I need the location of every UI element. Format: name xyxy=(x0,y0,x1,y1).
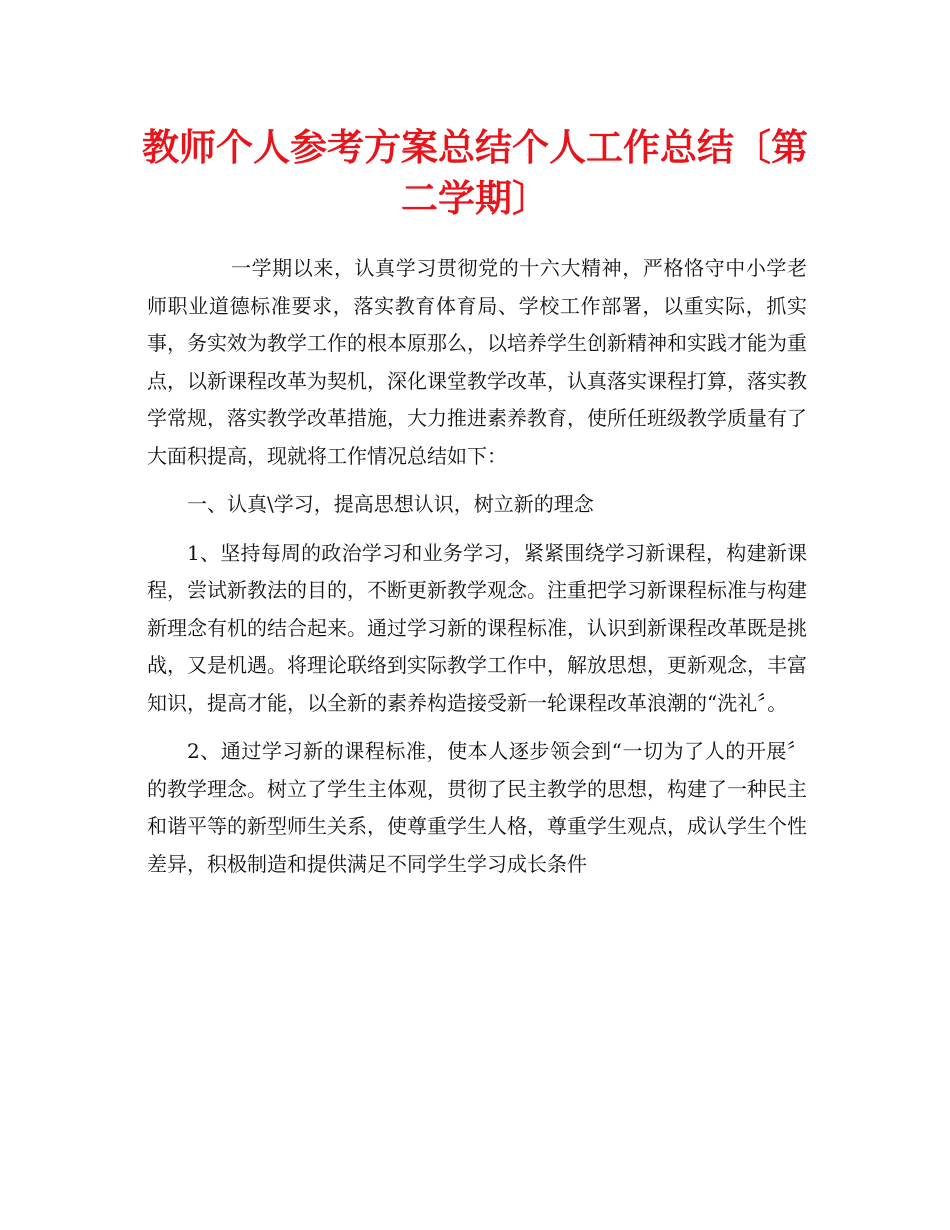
paragraph-item-1: 1、坚持每周的政治学习和业务学习，紧紧围绕学习新课程，构建新课程，尝试新教法的目的，不断更新教学观念。注重把学习新课程标准与构建新理念有机的结合起来。通过学习新的课程标准，认识到新课程改革既是挑战，又是机遇。将理论联络到实际教学工作中，解放思想，更新观念，丰富知识，提高才能，以全新的素养构造接受新一轮课程改革浪潮的“洗礼〞。 xyxy=(147,540,807,715)
paragraph-item-2: 2、通过学习新的课程标准，使本人逐步领会到“一切为了人的开展〞的教学理念。树立了学生主体观，贯彻了民主教学的思想，构建了一种民主和谐平等的新型师生关系，使尊重学生人格，尊重学生观点，成认学生个性差异，积极制造和提供满足不同学生学习成长条件 xyxy=(147,739,807,876)
document-body xyxy=(147,250,807,883)
document-title: 教师个人参考方案总结个人工作总结〔第二学期〕 xyxy=(142,126,808,220)
paragraph-intro: 一学期以来，认真学习贯彻党的十六大精神，严格恪守中小学老师职业道德标准要求，落实教育体育局、学校工作部署，以重实际，抓实事，务实效为教学工作的根本原那么，以培养学生创新精神和实践才能为重点，以新课程改革为契机，深化课堂教学改革，认真落实课程打算，落实教学常规，落实教学改革措施，大力推进素养教育，使所任班级教学质量有了大面积提高，现就将工作情况总结如下： xyxy=(147,256,807,468)
section-heading-1: 一、认真\学习，提高思想认识，树立新的理念 xyxy=(187,492,594,516)
